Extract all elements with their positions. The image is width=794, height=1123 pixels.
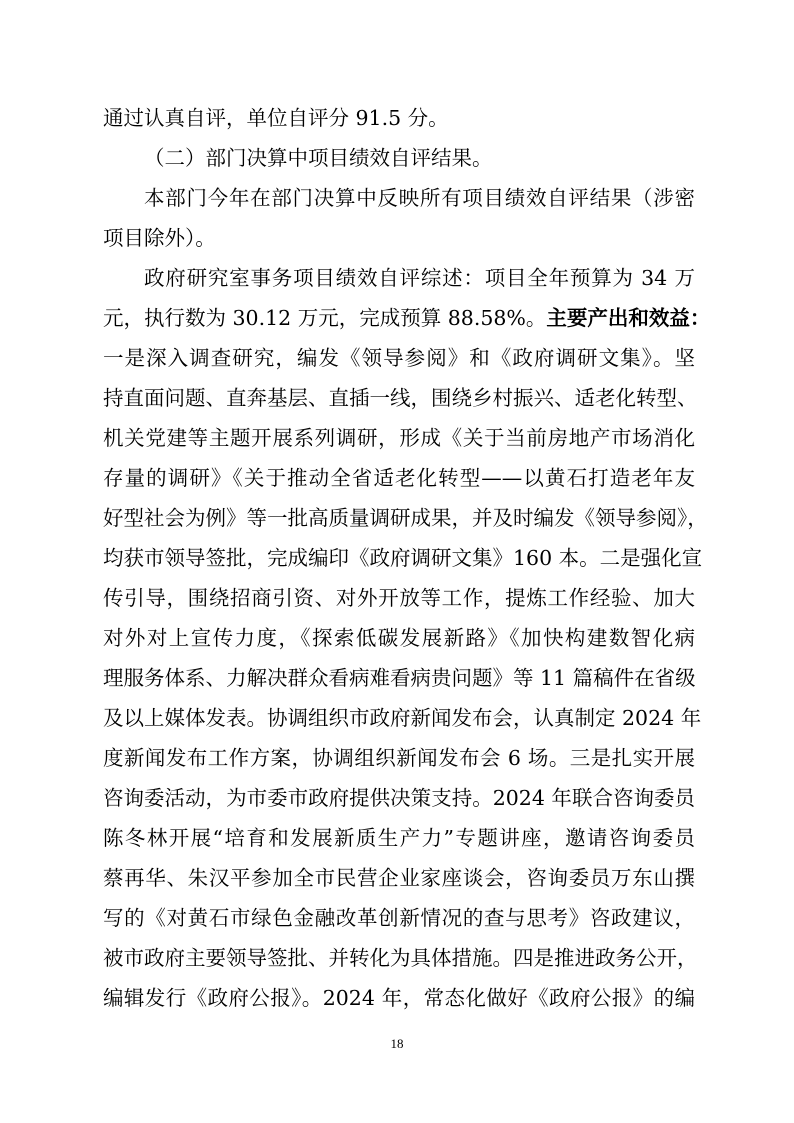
body-line bbox=[103, 298, 711, 338]
body-line: 对外对上宣传力度，《探索低碳发展新路》《加快构建数智化病 bbox=[103, 626, 695, 650]
body-line: 咨询委活动，为市委市政府提供决策支持。2024 年联合咨询委员 bbox=[103, 786, 695, 810]
body-line: 及以上媒体发表。协调组织市政府新闻发布会，认真制定 2024 年 bbox=[103, 706, 702, 730]
page-number: 18 bbox=[390, 1036, 404, 1051]
body-line: 陈冬林开展“培育和发展新质生产力”专题讲座，邀请咨询委员 bbox=[103, 826, 695, 850]
body-line: 本部门今年在部门决算中反映所有项目绩效自评结果（涉密 bbox=[144, 186, 695, 210]
body-text: 元，执行数为 30.12 万元，完成预算 88.58%。 bbox=[103, 306, 547, 330]
body-line: 均获市领导签批，完成编印《政府调研文集》160 本。二是强化宣 bbox=[103, 546, 703, 570]
body-line: 传引导，围绕招商引资、对外开放等工作，提炼工作经验、加大 bbox=[103, 586, 695, 610]
body-line: 编辑发行《政府公报》。2024 年，常态化做好《政府公报》的编 bbox=[103, 986, 695, 1010]
body-line: 持直面问题、直奔基层、直插一线，围绕乡村振兴、适老化转型、 bbox=[103, 386, 698, 410]
body-line: 好型社会为例》等一批高质量调研成果，并及时编发《领导参阅》， bbox=[103, 506, 708, 530]
body-line: 机关党建等主题开展系列调研，形成《关于当前房地产市场消化 bbox=[103, 426, 695, 450]
body-line: 政府研究室事务项目绩效自评综述：项目全年预算为 34 万 bbox=[144, 266, 695, 290]
body-line: 项目除外）。 bbox=[103, 226, 216, 250]
body-line: 理服务体系、力解决群众看病难看病贵问题》等 11 篇稿件在省级 bbox=[103, 666, 696, 690]
bold-heading: 主要产出和效益： bbox=[546, 306, 711, 330]
body-line: 度新闻发布工作方案，协调组织新闻发布会 6 场。三是扎实开展 bbox=[103, 746, 695, 770]
body-line: 通过认真自评，单位自评分 91.5 分。 bbox=[103, 106, 449, 130]
body-line: 写的《对黄石市绿色金融改革创新情况的查与思考》咨政建议， bbox=[103, 906, 695, 930]
section-heading: （二）部门决算中项目绩效自评结果。 bbox=[144, 146, 493, 170]
body-line: 存量的调研》《关于推动全省适老化转型——以黄石打造老年友 bbox=[103, 466, 695, 490]
body-line: 一是深入调查研究，编发《领导参阅》和《政府调研文集》。坚 bbox=[103, 346, 695, 370]
body-line: 被市政府主要领导签批、并转化为具体措施。四是推进政务公开， bbox=[103, 946, 698, 970]
body-line: 蔡再华、朱汉平参加全市民营企业家座谈会，咨询委员万东山撰 bbox=[103, 866, 695, 890]
